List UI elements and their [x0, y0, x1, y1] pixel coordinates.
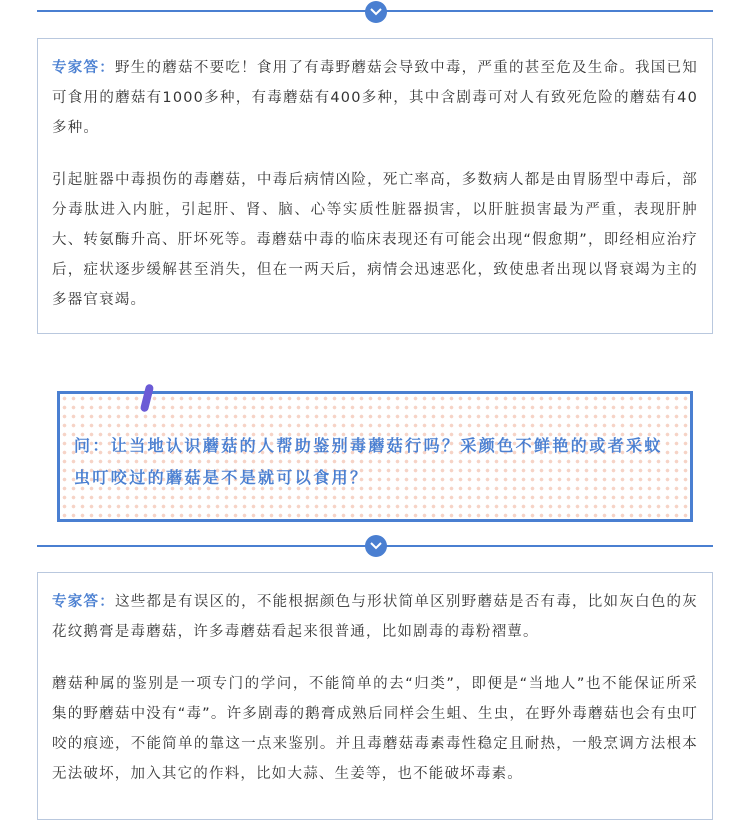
question-box: [57, 391, 693, 522]
answer-paragraph-2: 引起脏器中毒损伤的毒蘑菇，中毒后病情凶险，死亡率高，多数病人都是由胃肠型中毒后，部分毒肽进入内脏，引起肝、肾、脑、心等实质性脏器损害，以肝脏损害最为严重，表现肝肿大、转氨酶升高、肝坏死等。毒蘑菇中毒的临床表现还有可能会出现“假愈期”，即经相应治疗后，症状逐步缓解甚至消失，但在一两天后，病情会迅速恶化，致使患者出现以肾衰竭为主的多器官衰竭。: [52, 172, 698, 308]
answer-box-1: [37, 38, 713, 334]
question-text: 问：让当地认识蘑菇的人帮助鉴别毒蘑菇行吗？采颜色不鲜艳的或者采蚊虫叮咬过的蘑菇是不是就可以食用？: [74, 436, 663, 487]
answer-paragraph-2: 蘑菇种属的鉴别是一项专门的学问，不能简单的去“归类”，即便是“当地人”也不能保证所采集的野蘑菇中没有“毒”。许多剧毒的鹅膏成熟后同样会生蛆、生虫，在野外毒蘑菇也会有虫叮咬的痕迹，不能简单的靠这一点来鉴别。并且毒蘑菇毒素毒性稳定且耐热，一般烹调方法根本无法破坏，加入其它的作料，比如大蒜、生姜等，也不能破坏毒素。: [52, 676, 698, 782]
answer-paragraph-1: [52, 53, 698, 143]
answer-box-2: [37, 572, 713, 820]
chevron-down-icon[interactable]: [365, 1, 387, 23]
answer-text: 野生的蘑菇不要吃！食用了有毒野蘑菇会导致中毒，严重的甚至危及生命。我国已知可食用的蘑菇有1000多种，有毒蘑菇有400多种，其中含剧毒可对人有致死危险的蘑菇有40多种。: [52, 60, 698, 136]
answer-text: 这些都是有误区的，不能根据颜色与形状简单区别野蘑菇是否有毒，比如灰白色的灰花纹鹅膏是毒蘑菇，许多毒蘑菇看起来很普通，比如剧毒的毒粉褶蕈。: [52, 594, 698, 640]
expert-answer-label: 专家答：: [52, 594, 116, 610]
answer-paragraph-1: [52, 587, 698, 647]
expert-answer-label: 专家答：: [52, 60, 116, 76]
chevron-down-icon[interactable]: [365, 535, 387, 557]
